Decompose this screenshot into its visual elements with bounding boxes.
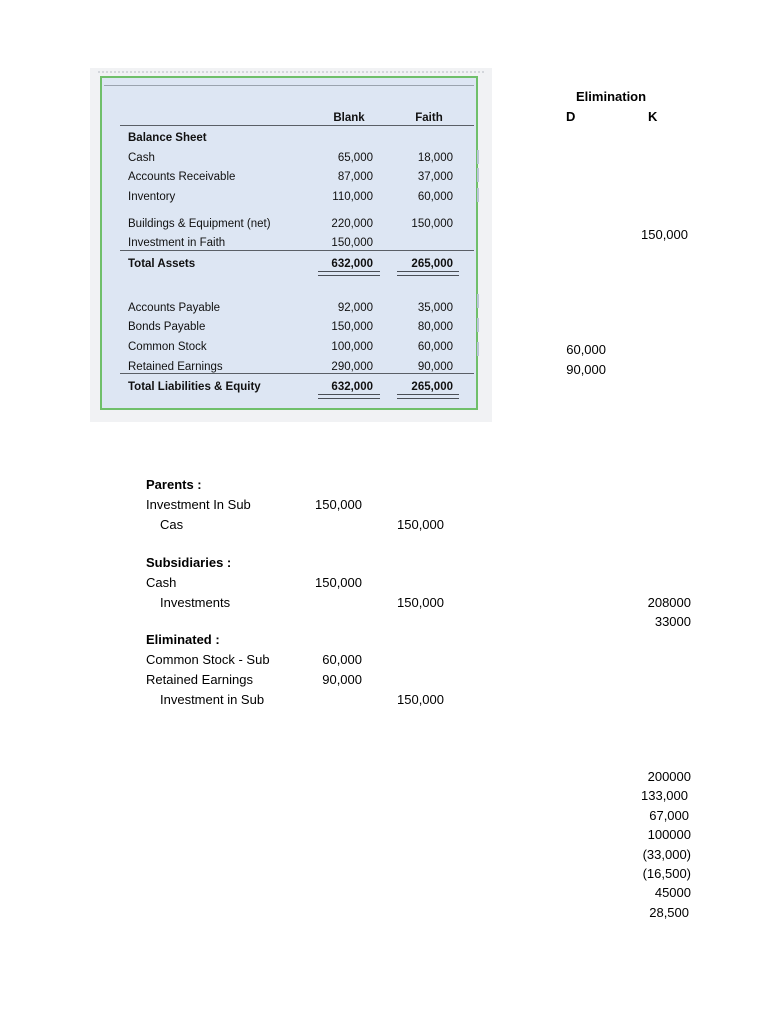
- row-label: Bonds Payable: [128, 321, 206, 333]
- faith-value: 80,000: [417, 321, 453, 333]
- row-label: Common Stock: [128, 341, 207, 353]
- subsidiaries-title: Subsidiaries :: [146, 555, 232, 570]
- row-label: Total Liabilities & Equity: [128, 381, 261, 393]
- side-number: 200000: [647, 769, 691, 784]
- edge-tick: [477, 318, 479, 332]
- debit1-label: Common Stock - Sub: [146, 652, 270, 667]
- top-rule: [104, 85, 474, 86]
- faith-value: 90,000: [417, 361, 453, 373]
- side-number: (33,000): [642, 847, 691, 862]
- eliminated-title: Eliminated :: [146, 632, 220, 647]
- faith-value: 60,000: [417, 191, 453, 203]
- credit-label: Cas: [160, 517, 184, 532]
- double-underline: [397, 394, 459, 399]
- faith-value: 37,000: [417, 171, 453, 183]
- edge-tick: [477, 188, 479, 202]
- debit-label: Investment In Sub: [146, 497, 251, 512]
- blank-value: 150,000: [331, 237, 373, 249]
- debit-amount: 150,000: [315, 575, 362, 590]
- credit-amount: 150,000: [397, 692, 444, 707]
- credit-label: Investment in Sub: [160, 692, 265, 707]
- side-number: 208000: [647, 595, 691, 610]
- double-underline: [397, 271, 459, 276]
- blank-value: 87,000: [337, 171, 373, 183]
- blank-value: 632,000: [331, 258, 373, 270]
- blank-value: 290,000: [331, 361, 373, 373]
- edge-tick: [477, 150, 479, 164]
- faith-value: 265,000: [411, 258, 453, 270]
- side-number: 67,000: [649, 808, 689, 823]
- debit-header: D: [566, 109, 576, 124]
- blank-value: 150,000: [331, 321, 373, 333]
- blank-value: 632,000: [331, 381, 373, 393]
- side-number: 100000: [647, 827, 691, 842]
- column-header-blank: Blank: [333, 112, 365, 124]
- subtotal-rule: [120, 250, 474, 251]
- row-label: Investment in Faith: [128, 237, 226, 249]
- double-underline: [318, 271, 380, 276]
- row-label: Cash: [128, 152, 155, 164]
- debit-label: Cash: [146, 575, 177, 590]
- side-number: 28,500: [649, 905, 689, 920]
- credit-label: Investments: [160, 595, 231, 610]
- row-label: Buildings & Equipment (net): [128, 218, 271, 230]
- credit-amount: 150,000: [397, 595, 444, 610]
- edge-tick: [477, 294, 479, 308]
- elimination-title: Elimination: [576, 89, 647, 104]
- blank-value: 220,000: [331, 218, 373, 230]
- section-title: Balance Sheet: [128, 132, 207, 144]
- column-header-faith: Faith: [415, 112, 443, 124]
- credit-amount: 150,000: [397, 517, 444, 532]
- faith-value: 265,000: [411, 381, 453, 393]
- debit2-amount: 90,000: [322, 672, 362, 687]
- row-label: Total Assets: [128, 258, 196, 270]
- debit2-label: Retained Earnings: [146, 672, 253, 687]
- blank-value: 100,000: [331, 341, 373, 353]
- credit-header: K: [648, 109, 658, 124]
- double-underline: [318, 394, 380, 399]
- edge-tick: [477, 342, 479, 356]
- side-number: 45000: [654, 885, 691, 900]
- side-number: 133,000: [641, 788, 688, 803]
- blank-value: 92,000: [337, 302, 373, 314]
- faith-value: 18,000: [417, 152, 453, 164]
- faith-value: 150,000: [411, 218, 453, 230]
- blank-value: 65,000: [337, 152, 373, 164]
- faith-value: 35,000: [417, 302, 453, 314]
- faith-value: 60,000: [417, 341, 453, 353]
- row-label: Accounts Receivable: [128, 171, 236, 183]
- row-label: Retained Earnings: [128, 361, 223, 373]
- elimination-debit-common-stock: 60,000: [566, 342, 606, 357]
- edge-tick: [477, 168, 479, 182]
- header-rule: [120, 125, 474, 126]
- elimination-debit-retained-earnings: 90,000: [566, 362, 606, 377]
- side-number: (16,500): [642, 866, 691, 881]
- subtotal-rule: [120, 373, 474, 374]
- debit1-amount: 60,000: [322, 652, 362, 667]
- row-label: Accounts Payable: [128, 302, 221, 314]
- parents-title: Parents :: [146, 477, 202, 492]
- debit-amount: 150,000: [315, 497, 362, 512]
- elimination-credit-investment: 150,000: [641, 227, 688, 242]
- side-number: 33000: [654, 614, 691, 629]
- row-label: Inventory: [128, 191, 176, 203]
- blank-value: 110,000: [332, 191, 373, 203]
